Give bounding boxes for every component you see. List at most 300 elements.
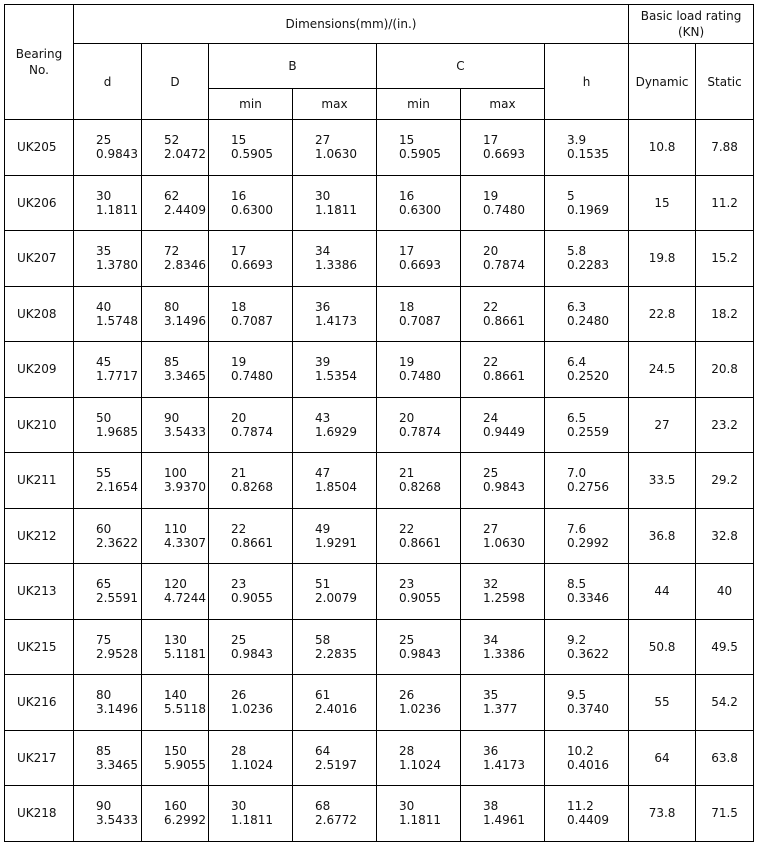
cell-h-in: 0.2480 <box>567 313 609 328</box>
table-row <box>5 564 754 620</box>
cell-D-in: 5.9055 <box>164 757 206 772</box>
cell-static: 23.2 <box>696 397 754 453</box>
cell-C-min-mm: 16 <box>399 188 415 203</box>
cell-C-max-in: 1.0630 <box>483 535 525 550</box>
cell-B-min-in: 0.7087 <box>231 313 273 328</box>
cell-h <box>545 397 629 453</box>
cell-C-max-mm: 34 <box>483 632 499 647</box>
cell-D <box>142 231 209 287</box>
cell-C-min-in: 0.6300 <box>399 202 441 217</box>
cell-D-mm: 130 <box>164 632 187 647</box>
cell-bearing-no: UK215 <box>5 619 74 675</box>
cell-dynamic: 19.8 <box>629 231 696 287</box>
cell-static: 29.2 <box>696 453 754 509</box>
cell-B-max-mm: 39 <box>315 355 331 370</box>
cell-C-max-mm: 35 <box>483 688 499 703</box>
cell-D-mm: 160 <box>164 799 187 814</box>
cell-B-min <box>209 675 293 731</box>
cell-C-min <box>377 453 461 509</box>
cell-C-max-mm: 36 <box>483 743 499 758</box>
cell-bearing-no: UK212 <box>5 508 74 564</box>
cell-C-min <box>377 619 461 675</box>
cell-B-min-mm: 16 <box>231 188 247 203</box>
cell-C-max-mm: 32 <box>483 577 499 592</box>
cell-h-mm: 6.4 <box>567 355 587 370</box>
cell-d-mm: 25 <box>96 133 112 148</box>
cell-h <box>545 231 629 287</box>
cell-C-max-in: 1.377 <box>483 702 518 717</box>
cell-h-mm: 7.6 <box>567 521 587 536</box>
cell-C-min <box>377 286 461 342</box>
cell-h-mm: 3.9 <box>567 133 587 148</box>
cell-C-min <box>377 675 461 731</box>
cell-dynamic: 50.8 <box>629 619 696 675</box>
cell-d-mm: 55 <box>96 466 112 481</box>
cell-B-min <box>209 342 293 398</box>
cell-d-in: 3.3465 <box>96 757 138 772</box>
table-row <box>5 453 754 509</box>
table-row <box>5 342 754 398</box>
cell-B-max <box>293 120 377 176</box>
cell-h-in: 0.1969 <box>567 202 609 217</box>
cell-D <box>142 120 209 176</box>
cell-B-max-mm: 27 <box>315 133 331 148</box>
cell-d-mm: 30 <box>96 188 112 203</box>
cell-C-max-in: 0.8661 <box>483 313 525 328</box>
cell-dynamic: 15 <box>629 175 696 231</box>
cell-D <box>142 675 209 731</box>
cell-C-min-in: 0.7480 <box>399 369 441 384</box>
cell-B-min-in: 0.7480 <box>231 369 273 384</box>
cell-B-max-mm: 34 <box>315 244 331 259</box>
cell-d-in: 2.5591 <box>96 591 138 606</box>
cell-C-max <box>461 120 545 176</box>
cell-D <box>142 730 209 786</box>
cell-C-min-mm: 18 <box>399 299 415 314</box>
bearing-table-wrapper <box>4 4 754 842</box>
cell-D <box>142 508 209 564</box>
cell-C-max-in: 0.9449 <box>483 424 525 439</box>
cell-D-mm: 52 <box>164 133 180 148</box>
cell-C-max-mm: 25 <box>483 466 499 481</box>
cell-d-mm: 40 <box>96 299 112 314</box>
cell-h-in: 0.3346 <box>567 591 609 606</box>
cell-B-min-in: 0.9843 <box>231 646 273 661</box>
cell-B-max-in: 1.3386 <box>315 258 357 273</box>
cell-h <box>545 730 629 786</box>
cell-D <box>142 286 209 342</box>
cell-bearing-no: UK210 <box>5 397 74 453</box>
cell-bearing-no: UK208 <box>5 286 74 342</box>
cell-h-mm: 10.2 <box>567 743 594 758</box>
cell-B-min <box>209 508 293 564</box>
cell-static: 20.8 <box>696 342 754 398</box>
cell-h-in: 0.4409 <box>567 813 609 828</box>
cell-D <box>142 564 209 620</box>
cell-B-max-in: 1.8504 <box>315 480 357 495</box>
cell-B-max-mm: 30 <box>315 188 331 203</box>
cell-B-max <box>293 286 377 342</box>
cell-C-min-in: 1.1811 <box>399 813 441 828</box>
cell-bearing-no: UK209 <box>5 342 74 398</box>
cell-B-min-in: 0.5905 <box>231 147 273 162</box>
cell-h-in: 0.4016 <box>567 757 609 772</box>
cell-D-in: 5.1181 <box>164 646 206 661</box>
cell-bearing-no: UK207 <box>5 231 74 287</box>
cell-h-mm: 9.5 <box>567 688 587 703</box>
cell-B-min <box>209 286 293 342</box>
cell-D-in: 3.3465 <box>164 369 206 384</box>
cell-C-max-in: 0.6693 <box>483 147 525 162</box>
cell-C-max-in: 0.7874 <box>483 258 525 273</box>
cell-dynamic: 64 <box>629 730 696 786</box>
cell-dynamic: 10.8 <box>629 120 696 176</box>
cell-h <box>545 564 629 620</box>
cell-d-in: 3.1496 <box>96 702 138 717</box>
cell-h-mm: 5 <box>567 188 575 203</box>
cell-C-max <box>461 564 545 620</box>
cell-D <box>142 786 209 842</box>
table-row <box>5 619 754 675</box>
cell-dynamic: 44 <box>629 564 696 620</box>
cell-C-max <box>461 175 545 231</box>
cell-h <box>545 508 629 564</box>
cell-D-in: 2.8346 <box>164 258 206 273</box>
cell-C-min-in: 0.5905 <box>399 147 441 162</box>
cell-D-in: 4.3307 <box>164 535 206 550</box>
cell-d <box>74 120 142 176</box>
cell-d-in: 1.1811 <box>96 202 138 217</box>
cell-B-min-mm: 25 <box>231 632 247 647</box>
cell-d <box>74 619 142 675</box>
cell-D-mm: 62 <box>164 188 180 203</box>
cell-D-mm: 90 <box>164 410 180 425</box>
cell-B-min-mm: 26 <box>231 688 247 703</box>
table-row <box>5 175 754 231</box>
cell-B-max-in: 2.4016 <box>315 702 357 717</box>
cell-C-min <box>377 231 461 287</box>
cell-static: 40 <box>696 564 754 620</box>
cell-B-max-mm: 58 <box>315 632 331 647</box>
cell-B-max <box>293 508 377 564</box>
cell-B-max-in: 2.5197 <box>315 757 357 772</box>
header-C-max: max <box>461 89 545 120</box>
cell-B-max-mm: 51 <box>315 577 331 592</box>
cell-B-min-mm: 15 <box>231 133 247 148</box>
cell-C-max-in: 1.3386 <box>483 646 525 661</box>
cell-B-min <box>209 397 293 453</box>
cell-D <box>142 397 209 453</box>
cell-d <box>74 342 142 398</box>
cell-d-mm: 85 <box>96 743 112 758</box>
cell-B-max <box>293 175 377 231</box>
cell-d-in: 3.5433 <box>96 813 138 828</box>
cell-C-min-mm: 26 <box>399 688 415 703</box>
cell-B-max-mm: 47 <box>315 466 331 481</box>
cell-B-max-in: 1.6929 <box>315 424 357 439</box>
cell-B-max-mm: 64 <box>315 743 331 758</box>
cell-C-max <box>461 286 545 342</box>
cell-h-in: 0.2992 <box>567 535 609 550</box>
cell-d <box>74 730 142 786</box>
header-basic-load-line2: (KN) <box>677 25 705 39</box>
cell-bearing-no: UK218 <box>5 786 74 842</box>
cell-B-max-mm: 43 <box>315 410 331 425</box>
cell-D-in: 3.1496 <box>164 313 206 328</box>
table-row <box>5 120 754 176</box>
cell-C-max-in: 1.4173 <box>483 757 525 772</box>
cell-B-min-mm: 21 <box>231 466 247 481</box>
cell-C-max-mm: 20 <box>483 244 499 259</box>
cell-C-max <box>461 397 545 453</box>
cell-C-min <box>377 730 461 786</box>
cell-B-max-mm: 61 <box>315 688 331 703</box>
cell-C-max-mm: 22 <box>483 355 499 370</box>
cell-h <box>545 120 629 176</box>
cell-C-min <box>377 397 461 453</box>
cell-D-mm: 72 <box>164 244 180 259</box>
cell-B-min <box>209 175 293 231</box>
cell-d <box>74 675 142 731</box>
cell-B-max <box>293 619 377 675</box>
cell-d-in: 0.9843 <box>96 147 138 162</box>
header-static: Static <box>696 44 754 120</box>
cell-B-min-mm: 18 <box>231 299 247 314</box>
cell-C-min-mm: 23 <box>399 577 415 592</box>
cell-C-min-in: 0.7087 <box>399 313 441 328</box>
cell-h-in: 0.2559 <box>567 424 609 439</box>
cell-d <box>74 564 142 620</box>
cell-B-max <box>293 730 377 786</box>
header-bearing-no <box>5 5 74 120</box>
cell-C-min <box>377 564 461 620</box>
header-basic-load-rating <box>629 5 754 44</box>
cell-h-mm: 5.8 <box>567 244 587 259</box>
cell-B-min-in: 0.8661 <box>231 535 273 550</box>
header-B: B <box>209 44 377 89</box>
cell-C-max <box>461 619 545 675</box>
cell-C-min-in: 0.7874 <box>399 424 441 439</box>
cell-C-min-mm: 21 <box>399 466 415 481</box>
cell-D-mm: 100 <box>164 466 187 481</box>
cell-B-min-in: 0.8268 <box>231 480 273 495</box>
cell-h-in: 0.3740 <box>567 702 609 717</box>
cell-h-in: 0.3622 <box>567 646 609 661</box>
cell-B-min <box>209 786 293 842</box>
cell-D-mm: 85 <box>164 355 180 370</box>
bearing-dimensions-table <box>4 4 754 842</box>
cell-C-max-in: 1.4961 <box>483 813 525 828</box>
table-row <box>5 786 754 842</box>
cell-B-min <box>209 619 293 675</box>
cell-h-mm: 11.2 <box>567 799 594 814</box>
cell-dynamic: 55 <box>629 675 696 731</box>
cell-h <box>545 619 629 675</box>
cell-dynamic: 24.5 <box>629 342 696 398</box>
cell-C-max-in: 1.2598 <box>483 591 525 606</box>
cell-h <box>545 342 629 398</box>
header-B-max: max <box>293 89 377 120</box>
cell-d-in: 1.9685 <box>96 424 138 439</box>
cell-B-min-mm: 28 <box>231 743 247 758</box>
cell-D-mm: 140 <box>164 688 187 703</box>
table-row <box>5 730 754 786</box>
cell-C-min <box>377 175 461 231</box>
header-C-min: min <box>377 89 461 120</box>
cell-d-mm: 35 <box>96 244 112 259</box>
cell-d-in: 1.7717 <box>96 369 138 384</box>
cell-B-max <box>293 342 377 398</box>
cell-B-min <box>209 730 293 786</box>
cell-h-in: 0.2756 <box>567 480 609 495</box>
cell-h <box>545 453 629 509</box>
table-row <box>5 286 754 342</box>
cell-bearing-no: UK213 <box>5 564 74 620</box>
cell-B-min-in: 0.6693 <box>231 258 273 273</box>
cell-B-max-in: 1.9291 <box>315 535 357 550</box>
cell-D <box>142 342 209 398</box>
cell-C-min-mm: 17 <box>399 244 415 259</box>
cell-h <box>545 675 629 731</box>
cell-B-max-mm: 49 <box>315 521 331 536</box>
table-row <box>5 675 754 731</box>
cell-D-mm: 150 <box>164 743 187 758</box>
cell-D <box>142 175 209 231</box>
cell-C-max <box>461 508 545 564</box>
cell-B-min <box>209 453 293 509</box>
cell-B-min-mm: 22 <box>231 521 247 536</box>
cell-B-min <box>209 120 293 176</box>
cell-D-in: 4.7244 <box>164 591 206 606</box>
cell-dynamic: 22.8 <box>629 286 696 342</box>
cell-d <box>74 286 142 342</box>
cell-C-min-in: 0.8268 <box>399 480 441 495</box>
cell-d-in: 2.3622 <box>96 535 138 550</box>
cell-h <box>545 286 629 342</box>
cell-d-mm: 50 <box>96 410 112 425</box>
cell-d <box>74 786 142 842</box>
cell-dynamic: 27 <box>629 397 696 453</box>
cell-C-min <box>377 508 461 564</box>
cell-C-max-mm: 19 <box>483 188 499 203</box>
cell-B-min-in: 1.1024 <box>231 757 273 772</box>
cell-B-max <box>293 231 377 287</box>
cell-D-in: 3.5433 <box>164 424 206 439</box>
cell-C-max <box>461 231 545 287</box>
cell-C-max-mm: 22 <box>483 299 499 314</box>
cell-bearing-no: UK216 <box>5 675 74 731</box>
cell-C-max <box>461 786 545 842</box>
header-dimensions: Dimensions(mm)/(in.) <box>74 5 629 44</box>
cell-D <box>142 619 209 675</box>
cell-d <box>74 231 142 287</box>
header-h: h <box>545 44 629 120</box>
cell-C-min-in: 1.0236 <box>399 702 441 717</box>
cell-dynamic: 33.5 <box>629 453 696 509</box>
cell-B-max <box>293 675 377 731</box>
cell-d-mm: 75 <box>96 632 112 647</box>
cell-D-mm: 80 <box>164 299 180 314</box>
cell-d-mm: 80 <box>96 688 112 703</box>
cell-static: 32.8 <box>696 508 754 564</box>
cell-bearing-no: UK206 <box>5 175 74 231</box>
cell-B-max-in: 1.1811 <box>315 202 357 217</box>
cell-h-in: 0.2283 <box>567 258 609 273</box>
cell-static: 7.88 <box>696 120 754 176</box>
cell-B-max <box>293 564 377 620</box>
cell-d <box>74 397 142 453</box>
cell-h <box>545 786 629 842</box>
cell-D <box>142 453 209 509</box>
cell-D-in: 6.2992 <box>164 813 206 828</box>
header-bearing-no-line1: Bearing <box>15 47 63 61</box>
cell-d-in: 1.5748 <box>96 313 138 328</box>
cell-C-max-mm: 24 <box>483 410 499 425</box>
cell-static: 18.2 <box>696 286 754 342</box>
cell-d-in: 2.9528 <box>96 646 138 661</box>
cell-d <box>74 453 142 509</box>
table-row <box>5 508 754 564</box>
cell-B-max-in: 1.0630 <box>315 147 357 162</box>
cell-d-in: 1.3780 <box>96 258 138 273</box>
cell-B-max <box>293 397 377 453</box>
cell-d-mm: 60 <box>96 521 112 536</box>
cell-C-max <box>461 342 545 398</box>
cell-B-min-mm: 19 <box>231 355 247 370</box>
cell-D-in: 3.9370 <box>164 480 206 495</box>
cell-C-max-mm: 27 <box>483 521 499 536</box>
cell-C-min-in: 0.8661 <box>399 535 441 550</box>
header-C: C <box>377 44 545 89</box>
cell-d <box>74 175 142 231</box>
cell-B-max <box>293 786 377 842</box>
cell-C-max-in: 0.8661 <box>483 369 525 384</box>
cell-C-max-mm: 38 <box>483 799 499 814</box>
cell-B-max-in: 2.2835 <box>315 646 357 661</box>
cell-D-in: 2.4409 <box>164 202 206 217</box>
cell-C-min <box>377 342 461 398</box>
cell-B-min-in: 1.0236 <box>231 702 273 717</box>
cell-d-mm: 90 <box>96 799 112 814</box>
cell-C-max-mm: 17 <box>483 133 499 148</box>
cell-B-min-in: 0.6300 <box>231 202 273 217</box>
cell-C-min-mm: 30 <box>399 799 415 814</box>
cell-B-min-mm: 30 <box>231 799 247 814</box>
cell-B-min-in: 1.1811 <box>231 813 273 828</box>
cell-B-min <box>209 564 293 620</box>
cell-B-max-in: 1.4173 <box>315 313 357 328</box>
cell-h-mm: 7.0 <box>567 466 587 481</box>
cell-h-in: 0.1535 <box>567 147 609 162</box>
cell-static: 54.2 <box>696 675 754 731</box>
header-dynamic: Dynamic <box>629 44 696 120</box>
table-row <box>5 231 754 287</box>
cell-D-mm: 120 <box>164 577 187 592</box>
cell-C-min-mm: 19 <box>399 355 415 370</box>
cell-static: 63.8 <box>696 730 754 786</box>
table-row <box>5 397 754 453</box>
cell-B-max <box>293 453 377 509</box>
cell-bearing-no: UK211 <box>5 453 74 509</box>
cell-B-min <box>209 231 293 287</box>
cell-C-min-in: 0.9843 <box>399 646 441 661</box>
cell-bearing-no: UK205 <box>5 120 74 176</box>
cell-D-in: 2.0472 <box>164 147 206 162</box>
cell-C-min-mm: 25 <box>399 632 415 647</box>
cell-h-mm: 9.2 <box>567 632 587 647</box>
cell-B-min-in: 0.9055 <box>231 591 273 606</box>
cell-C-max <box>461 453 545 509</box>
